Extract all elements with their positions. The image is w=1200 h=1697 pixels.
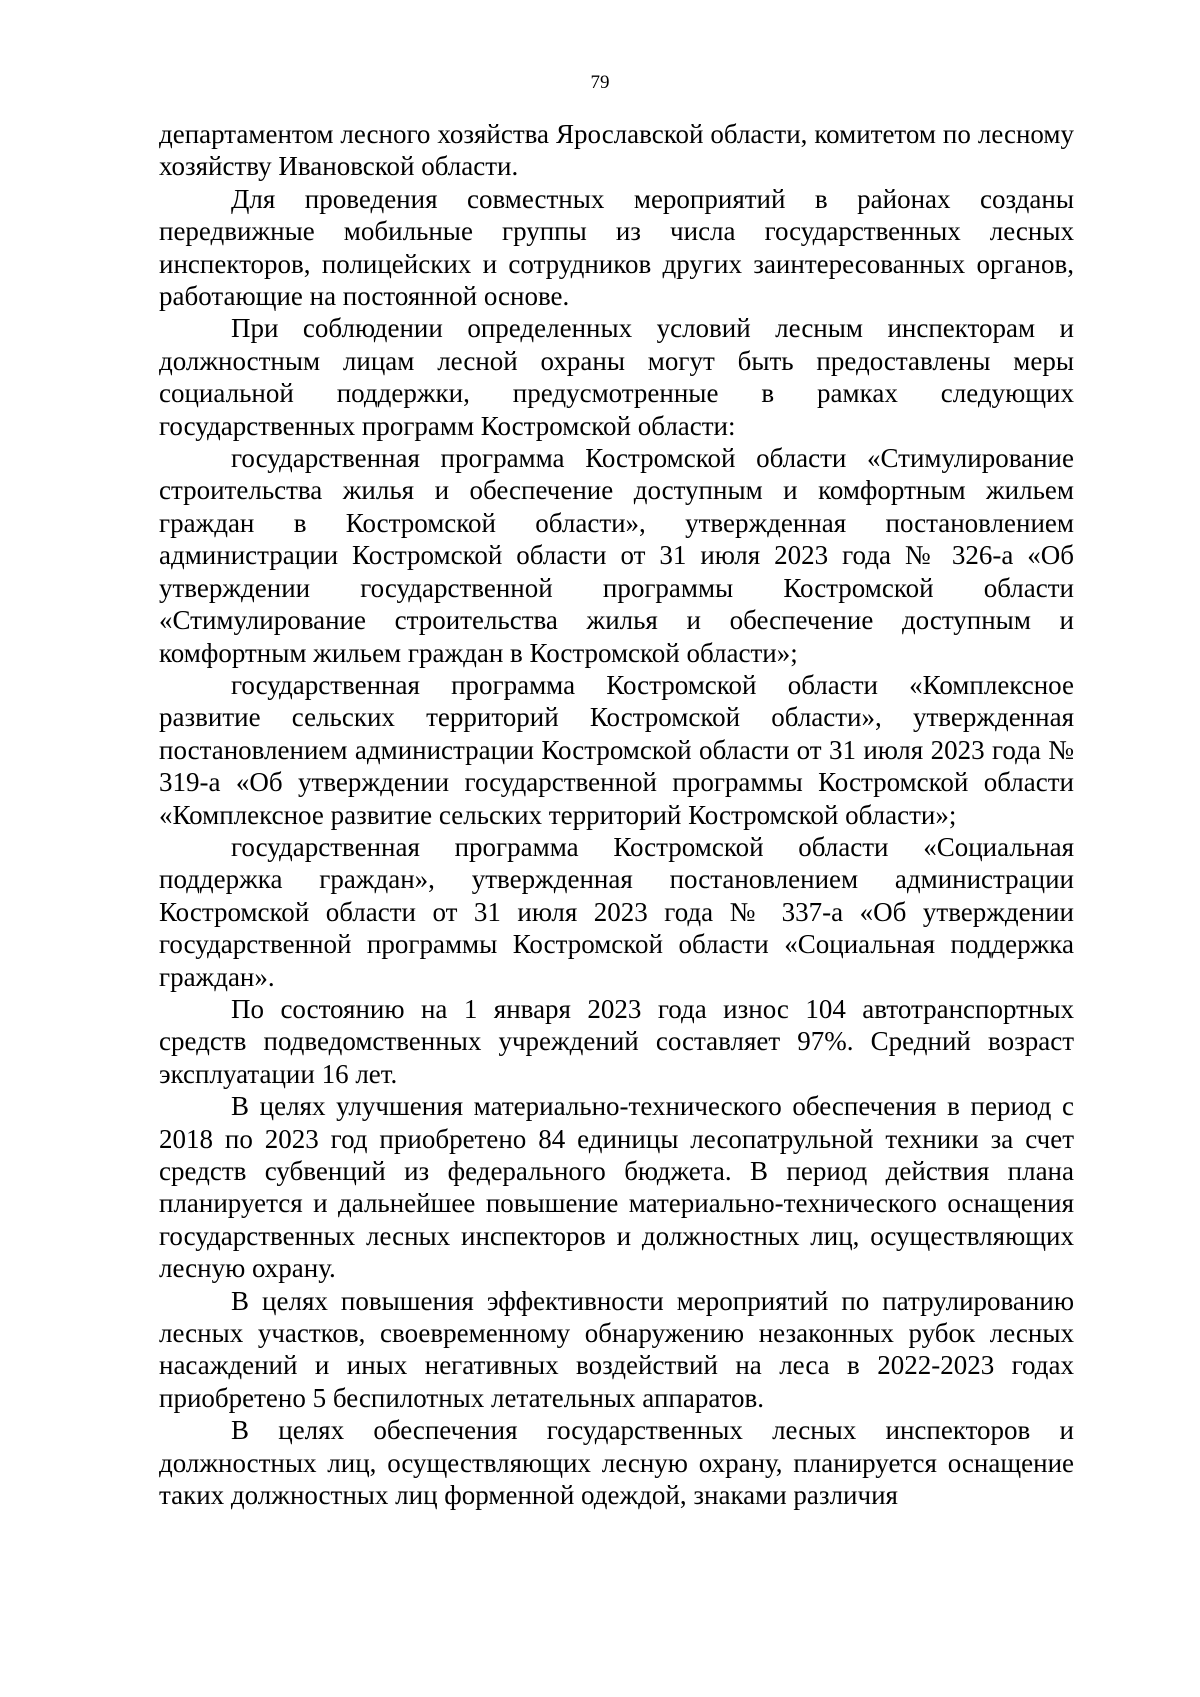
paragraph-program-social: государственная программа Костромской области «Социальная поддержка граждан», утвержденная постановлением администрации Костромской области от 31 июля 2023 года № 337-а «Об утверждении государственной программы Костромской области «Социальная поддержка граждан». bbox=[159, 831, 1074, 992]
paragraph-vehicle-wear: По состоянию на 1 января 2023 года износ 104 автотранспортных средств подведомственных учреждений составляет 97%. Средний возраст эксплуатации 16 лет. bbox=[159, 993, 1074, 1089]
paragraph-program-housing: государственная программа Костромской области «Стимулирование строительства жилья и обеспечение доступным и комфортным жильем граждан в Костромской области», утвержденная постановлением администрации Костромской области от 31 июля 2023 года № 326-а «Об утверждении государственной программы Костромской области «Стимулирование строительства жилья и обеспечение доступным и комфортным жильем граждан в Костромской области»; bbox=[159, 443, 1074, 668]
paragraph-uniforms: В целях обеспечения государственных лесных инспекторов и должностных лиц, осуществляющих лесную охрану, планируется оснащение таких должностных лиц форменной одеждой, знаками различия bbox=[159, 1415, 1074, 1511]
document-body bbox=[159, 118, 1074, 1511]
paragraph-drones: В целях повышения эффективности мероприятий по патрулированию лесных участков, своевременному обнаружению незаконных рубок лесных насаждений и иных негативных воздействий на леса в 2022-2023 годах приобретено 5 беспилотных летательных аппаратов. bbox=[159, 1285, 1074, 1413]
page-number: 79 bbox=[590, 72, 610, 93]
paragraph-mobile-groups: Для проведения совместных мероприятий в районах созданы передвижные мобильные группы из числа государственных лесных инспекторов, полицейских и сотрудников других заинтересованных органов, работающие на постоянной основе. bbox=[159, 183, 1074, 312]
paragraph-program-rural: государственная программа Костромской области «Комплексное развитие сельских территорий Костромской области», утвержденная постановлением администрации Костромской области от 31 июля 2023 года № 319-а «Об утверждении государственной программы Костромской области «Комплексное развитие сельских территорий Костромской области»; bbox=[159, 669, 1074, 830]
paragraph-social-support: При соблюдении определенных условий лесным инспекторам и должностным лицам лесной охраны могут быть предоставлены меры социальной поддержки, предусмотренные в рамках следующих государственных программ Костромской области: bbox=[159, 313, 1074, 441]
paragraph-continuation: департаментом лесного хозяйства Ярославской области, комитетом по лесному хозяйству Ивановской области. bbox=[159, 119, 1074, 182]
paragraph-equipment: В целях улучшения материально-технического обеспечения в период с 2018 по 2023 год приобретено 84 единицы лесопатрульной техники за счет средств субвенций из федерального бюджета. В период действия плана планируется и дальнейшее повышение материально-технического оснащения государственных лесных инспекторов и должностных лиц, осуществляющих лесную охрану. bbox=[159, 1091, 1074, 1284]
